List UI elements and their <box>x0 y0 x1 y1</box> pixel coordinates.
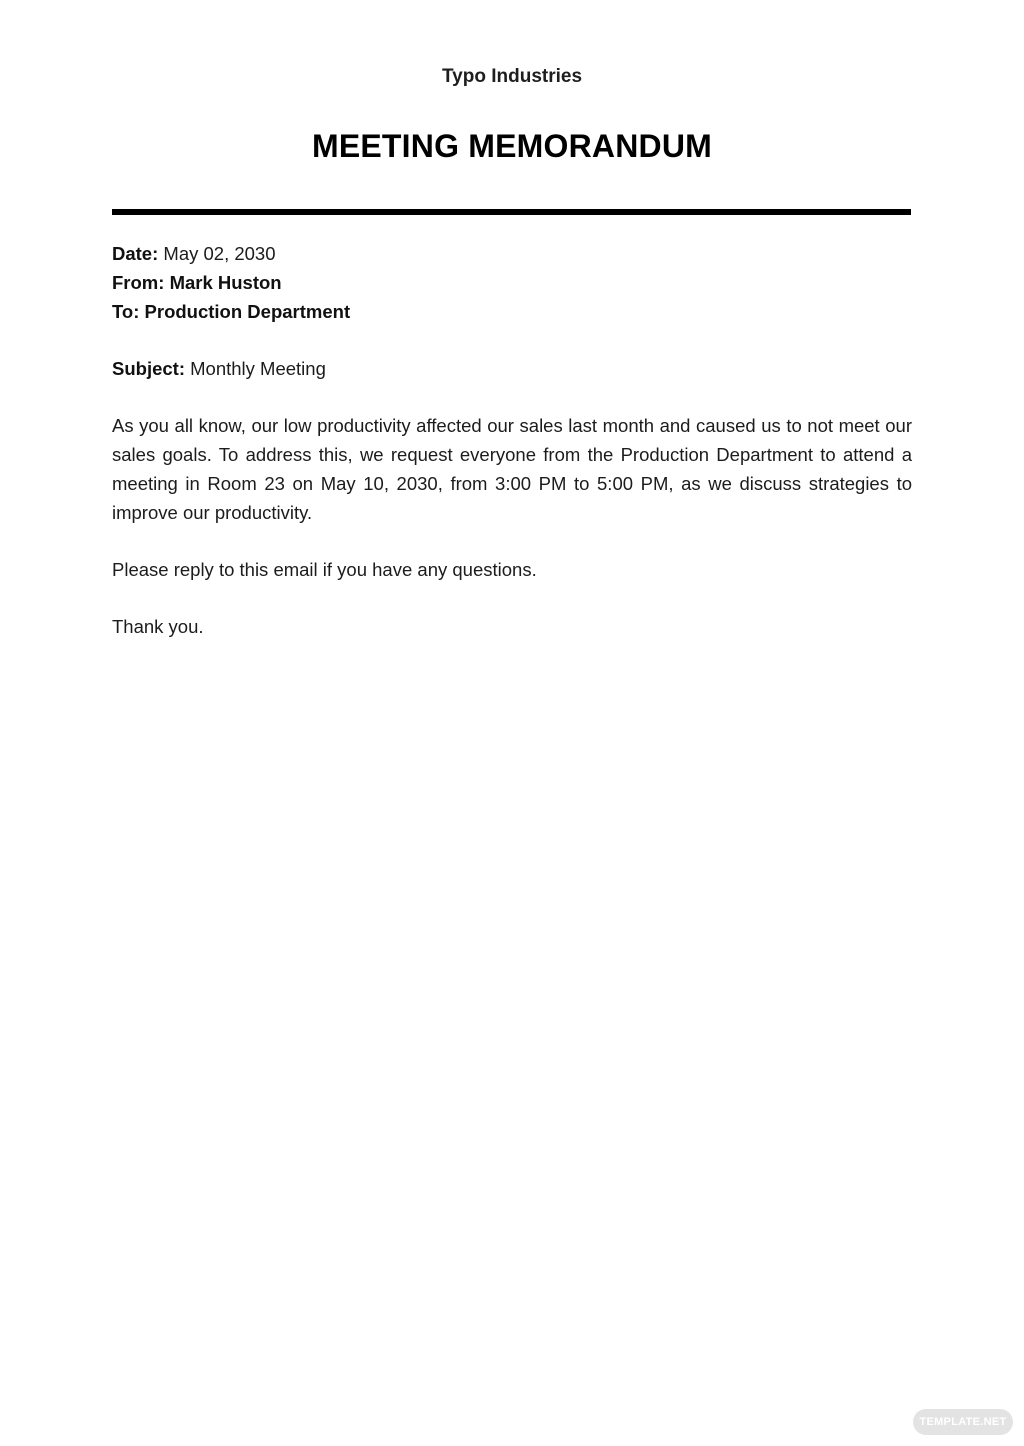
subject-line <box>112 354 912 383</box>
from-value: Mark Huston <box>169 272 282 293</box>
to-value: Production Department <box>144 301 351 322</box>
body-paragraph-1: As you all know, our low productivity affected our sales last month and caused us to not meet our sales goals. To address this, we request everyone from the Production Department to attend a meeting in Room 23 on May 10, 2030, from 3:00 PM to 5:00 PM, as we discuss strategies to improve our productivity. <box>112 415 912 523</box>
date-line <box>112 239 912 268</box>
body-paragraph-2: Please reply to this email if you have any questions. <box>112 559 537 580</box>
template-watermark: TEMPLATE.NET <box>913 1409 1013 1435</box>
document-title: MEETING MEMORANDUM <box>311 128 713 164</box>
from-line <box>112 268 912 297</box>
subject-value: Monthly Meeting <box>190 358 326 379</box>
company-name: Typo Industries <box>441 66 583 87</box>
date-label: Date: <box>112 243 159 264</box>
date-value: May 02, 2030 <box>163 243 276 264</box>
to-label: To: <box>112 301 140 322</box>
closing-line: Thank you. <box>112 616 204 637</box>
title-divider <box>112 209 911 215</box>
from-label: From: <box>112 272 165 293</box>
to-line <box>112 297 912 326</box>
memo-body <box>112 239 912 641</box>
subject-label: Subject: <box>112 358 185 379</box>
